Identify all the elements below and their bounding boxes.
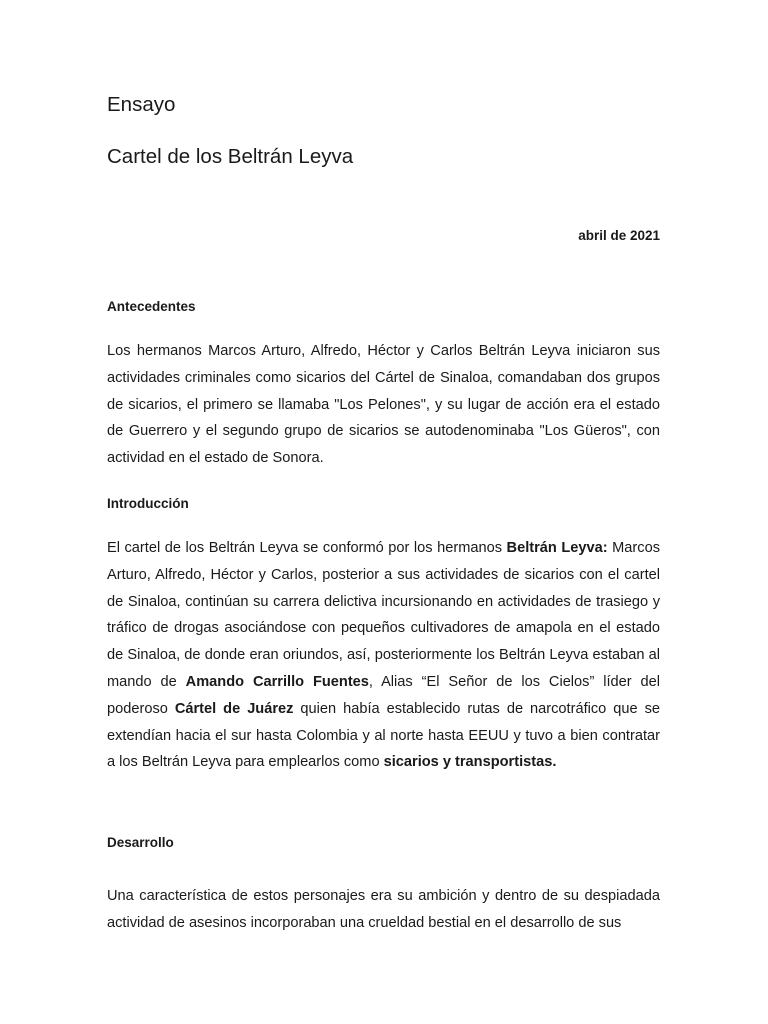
document-subtitle: Cartel de los Beltrán Leyva [107,145,354,168]
document-title: Ensayo [107,93,176,116]
section-heading-antecedentes: Antecedentes [107,299,196,314]
text-run: , Alias “El Señor de los Cielos” líder del poderoso [107,673,661,717]
section-heading-desarrollo: Desarrollo [107,835,174,850]
document-date: abril de 2021 [578,228,660,243]
bold-run-beltran-leyva: Beltrán Leyva: [506,540,608,556]
bold-run-sicarios: sicarios y transportistas. [383,754,557,771]
text-run: Marcos Arturo, Alfredo, Héctor y Carlos, posterior a sus actividades de sicarios con el cartel de Sinaloa, continúan su carrera delictiva incursionando en actividades de trasiego y tráfico de drogas asociándose con pequeños cultivadores de amapola en el estado de Sinaloa, de donde eran oriundos, así, posteriormente los Beltrán Leyva estaban al mando de [107,540,660,690]
text-run: quien había establecido rutas de narcotráfico que se extendían hacia el sur hasta Colombia y al norte hasta EEUU y tuvo a bien contratar a los Beltrán Leyva para emplearlos como [107,700,660,771]
paragraph-introduccion [107,535,660,776]
paragraph-antecedentes: Los hermanos Marcos Arturo, Alfredo, Héctor y Carlos Beltrán Leyva iniciaron sus actividades criminales como sicarios del Cártel de Sinaloa, comandaban dos grupos de sicarios, el primero se llamaba "Los Pelones", y su lugar de acción era el estado de Guerrero y el segundo grupo de sicarios se autodenominaba "Los Güeros", con actividad en el estado de Sonora. [107,343,660,467]
paragraph-desarrollo: Una característica de estos personajes era su ambición y dentro de su despiadada actividad de asesinos incorporaban una crueldad bestial en el desarrollo de sus [107,888,660,931]
section-heading-introduccion: Introducción [107,496,189,511]
bold-run-cartel-juarez: Cártel de Juárez [174,700,294,717]
bold-run-amando-carrillo: Amando Carrillo Fuentes [185,673,369,690]
text-run: El cartel de los Beltrán Leyva se conformó por los hermanos [107,540,507,556]
